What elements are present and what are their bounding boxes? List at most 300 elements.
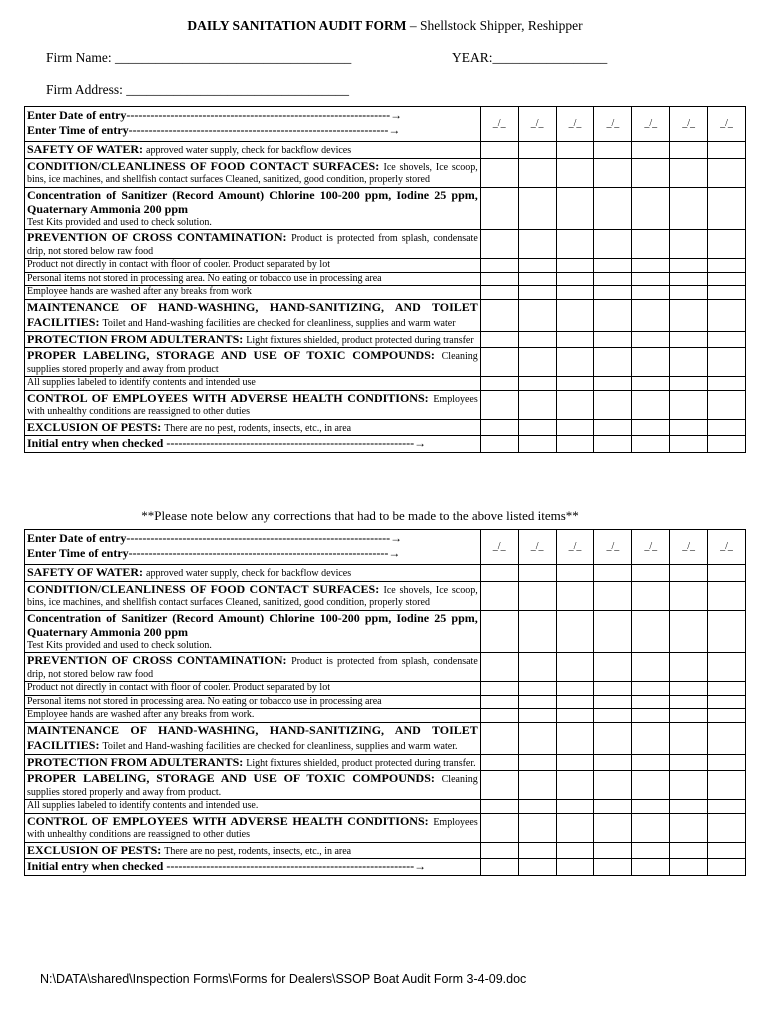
check-cell[interactable]	[708, 436, 746, 453]
check-cell[interactable]	[518, 754, 556, 771]
check-cell[interactable]	[632, 754, 670, 771]
check-cell[interactable]	[632, 800, 670, 814]
check-cell[interactable]	[518, 682, 556, 696]
check-cell[interactable]	[632, 842, 670, 859]
check-cell[interactable]	[556, 390, 594, 419]
check-cell[interactable]	[556, 187, 594, 230]
audit-item-row	[25, 800, 746, 814]
check-cell[interactable]	[594, 653, 632, 682]
check-cell[interactable]	[480, 842, 518, 859]
check-cell[interactable]	[632, 436, 670, 453]
check-cell[interactable]	[670, 230, 708, 259]
check-cell[interactable]	[518, 565, 556, 582]
audit-item-label	[25, 771, 481, 800]
audit-item-label	[25, 142, 481, 159]
date-slot-3[interactable]: _/_	[556, 107, 594, 142]
check-cell[interactable]	[670, 348, 708, 377]
check-cell[interactable]	[480, 771, 518, 800]
check-cell[interactable]	[594, 709, 632, 723]
check-cell[interactable]	[556, 158, 594, 187]
check-cell[interactable]	[480, 436, 518, 453]
check-cell[interactable]	[708, 771, 746, 800]
check-cell[interactable]	[708, 331, 746, 348]
check-cell[interactable]	[670, 565, 708, 582]
item-heading: CONTROL OF EMPLOYEES WITH ADVERSE HEALTH CONDITIONS:	[27, 390, 434, 405]
check-cell[interactable]	[556, 565, 594, 582]
check-cell[interactable]	[670, 299, 708, 331]
date-slot-5[interactable]: _/_	[632, 107, 670, 142]
check-cell[interactable]	[708, 653, 746, 682]
check-cell[interactable]	[594, 272, 632, 286]
audit-table-1	[24, 106, 746, 453]
item-heading: SAFETY OF WATER:	[27, 565, 147, 579]
check-cell[interactable]	[632, 709, 670, 723]
audit-item-row	[25, 859, 746, 876]
check-cell[interactable]	[708, 754, 746, 771]
item-detail: Employee hands are washed after any breaks from work.	[27, 709, 255, 720]
check-cell[interactable]	[708, 722, 746, 754]
check-cell[interactable]	[708, 610, 746, 653]
check-cell[interactable]	[594, 722, 632, 754]
check-cell[interactable]	[556, 754, 594, 771]
check-cell[interactable]	[480, 653, 518, 682]
form-title-subtitle: – Shellstock Shipper, Reshipper	[406, 18, 583, 33]
check-cell[interactable]	[518, 800, 556, 814]
check-cell[interactable]	[594, 419, 632, 436]
item-detail: There are no pest, rodents, insects, etc., in area	[164, 845, 352, 857]
item-heading: Concentration of Sanitizer (Record Amount) Chlorine 100-200 ppm, Iodine 25 ppm, Quaternary Ammonia 200 ppm	[27, 610, 478, 639]
item-heading: PROPER LABELING, STORAGE AND USE OF TOXIC COMPOUNDS:	[27, 348, 442, 362]
audit-item-row	[25, 158, 746, 187]
check-cell[interactable]	[632, 348, 670, 377]
check-cell[interactable]	[480, 187, 518, 230]
check-cell[interactable]	[518, 259, 556, 273]
check-cell[interactable]	[708, 259, 746, 273]
check-cell[interactable]	[708, 299, 746, 331]
check-cell[interactable]	[632, 377, 670, 391]
check-cell[interactable]	[480, 331, 518, 348]
audit-item-label	[25, 610, 481, 653]
check-cell[interactable]	[556, 695, 594, 709]
check-cell[interactable]	[594, 754, 632, 771]
form-title	[0, 18, 770, 34]
check-cell[interactable]	[480, 419, 518, 436]
check-cell[interactable]	[480, 259, 518, 273]
check-cell[interactable]	[480, 682, 518, 696]
date-slot-2[interactable]: _/_	[518, 107, 556, 142]
item-detail: Light fixtures shielded, product protected during transfer.	[246, 757, 476, 769]
audit-item-row	[25, 813, 746, 842]
check-cell[interactable]	[632, 419, 670, 436]
check-cell[interactable]	[708, 286, 746, 300]
audit-item-label	[25, 187, 481, 230]
check-cell[interactable]	[480, 390, 518, 419]
footer-file-path: N:\DATA\shared\Inspection Forms\Forms for Dealers\SSOP Boat Audit Form 3-4-09.doc	[40, 972, 527, 986]
check-cell[interactable]	[708, 682, 746, 696]
item-heading: PREVENTION OF CROSS CONTAMINATION:	[27, 230, 292, 244]
item-heading: PROTECTION FROM ADULTERANTS:	[27, 754, 247, 769]
check-cell[interactable]	[670, 419, 708, 436]
check-cell[interactable]	[594, 187, 632, 230]
check-cell[interactable]	[632, 859, 670, 876]
check-cell[interactable]	[556, 610, 594, 653]
check-cell[interactable]	[518, 419, 556, 436]
check-cell[interactable]	[556, 331, 594, 348]
check-cell[interactable]	[594, 331, 632, 348]
audit-item-label	[25, 581, 481, 610]
check-cell[interactable]	[480, 610, 518, 653]
check-cell[interactable]	[670, 187, 708, 230]
check-cell[interactable]	[670, 682, 708, 696]
check-cell[interactable]	[670, 722, 708, 754]
date-entry-row	[25, 107, 746, 142]
check-cell[interactable]	[594, 695, 632, 709]
check-cell[interactable]	[594, 565, 632, 582]
check-cell[interactable]	[670, 653, 708, 682]
check-cell[interactable]	[670, 709, 708, 723]
check-cell[interactable]	[594, 230, 632, 259]
check-cell[interactable]	[594, 800, 632, 814]
check-cell[interactable]	[556, 842, 594, 859]
check-cell[interactable]	[518, 771, 556, 800]
check-cell[interactable]	[670, 158, 708, 187]
audit-item-label	[25, 842, 481, 859]
check-cell[interactable]	[670, 142, 708, 159]
check-cell[interactable]	[556, 299, 594, 331]
check-cell[interactable]	[518, 286, 556, 300]
check-cell[interactable]	[518, 610, 556, 653]
check-cell[interactable]	[708, 142, 746, 159]
date-slot-4[interactable]: _/_	[594, 530, 632, 565]
date-slot-6[interactable]: _/_	[670, 530, 708, 565]
item-detail: Test Kits provided and used to check solution.	[27, 639, 212, 651]
check-cell[interactable]	[670, 842, 708, 859]
check-cell[interactable]	[556, 259, 594, 273]
check-cell[interactable]	[518, 581, 556, 610]
check-cell[interactable]	[518, 230, 556, 259]
check-cell[interactable]	[518, 142, 556, 159]
check-cell[interactable]	[594, 842, 632, 859]
check-cell[interactable]	[632, 331, 670, 348]
item-detail: approved water supply, check for backflow devices	[146, 568, 352, 579]
audit-item-label	[25, 259, 481, 273]
audit-item-row	[25, 299, 746, 331]
item-detail: Employees with unhealthy conditions are reassigned to other duties	[27, 816, 478, 840]
check-cell[interactable]	[556, 722, 594, 754]
item-detail: approved water supply, check for backflow devices	[146, 145, 352, 156]
check-cell[interactable]	[594, 813, 632, 842]
check-cell[interactable]	[518, 842, 556, 859]
check-cell[interactable]	[556, 348, 594, 377]
check-cell[interactable]	[556, 653, 594, 682]
check-cell[interactable]	[518, 813, 556, 842]
audit-item-label	[25, 813, 481, 842]
audit-item-label	[25, 377, 481, 391]
check-cell[interactable]	[670, 331, 708, 348]
date-slot-7[interactable]: _/_	[708, 107, 746, 142]
check-cell[interactable]	[518, 187, 556, 230]
check-cell[interactable]	[594, 158, 632, 187]
enter-date-label: Enter Date of entry------------------------------------------------------------------→	[27, 531, 403, 545]
check-cell[interactable]	[632, 722, 670, 754]
check-cell[interactable]	[708, 565, 746, 582]
check-cell[interactable]	[632, 142, 670, 159]
audit-item-row	[25, 419, 746, 436]
audit-item-label	[25, 348, 481, 377]
enter-time-label: Enter Time of entry-----------------------------------------------------------------→	[27, 122, 401, 137]
check-cell[interactable]	[480, 800, 518, 814]
check-cell[interactable]	[480, 158, 518, 187]
check-cell[interactable]	[708, 695, 746, 709]
check-cell[interactable]	[670, 800, 708, 814]
check-cell[interactable]	[632, 390, 670, 419]
check-cell[interactable]	[556, 377, 594, 391]
audit-item-row	[25, 722, 746, 754]
audit-item-row	[25, 286, 746, 300]
check-cell[interactable]	[594, 286, 632, 300]
check-cell[interactable]	[556, 771, 594, 800]
check-cell[interactable]	[556, 230, 594, 259]
check-cell[interactable]	[670, 771, 708, 800]
item-detail: Light fixtures shielded, product protected during transfer	[246, 334, 474, 346]
check-cell[interactable]	[556, 142, 594, 159]
audit-item-label	[25, 419, 481, 436]
check-cell[interactable]	[632, 230, 670, 259]
check-cell[interactable]	[632, 581, 670, 610]
audit-item-label	[25, 436, 481, 453]
check-cell[interactable]	[670, 390, 708, 419]
check-cell[interactable]	[670, 581, 708, 610]
audit-item-row	[25, 377, 746, 391]
check-cell[interactable]	[518, 158, 556, 187]
audit-item-label	[25, 331, 481, 348]
date-slot-5[interactable]: _/_	[632, 530, 670, 565]
check-cell[interactable]	[670, 272, 708, 286]
check-cell[interactable]	[708, 390, 746, 419]
check-cell[interactable]	[594, 682, 632, 696]
check-cell[interactable]	[708, 158, 746, 187]
item-detail: Personal items not stored in processing area. No eating or tobacco use in processing area	[27, 695, 382, 707]
item-heading: Concentration of Sanitizer (Record Amount) Chlorine 100-200 ppm, Iodine 25 ppm, Quaternary Ammonia 200 ppm	[27, 187, 478, 216]
audit-item-label	[25, 653, 481, 682]
check-cell[interactable]	[518, 377, 556, 391]
check-cell[interactable]	[670, 286, 708, 300]
check-cell[interactable]	[556, 581, 594, 610]
item-heading: PROPER LABELING, STORAGE AND USE OF TOXIC COMPOUNDS:	[27, 771, 442, 785]
audit-item-row	[25, 331, 746, 348]
audit-item-label	[25, 158, 481, 187]
check-cell[interactable]	[480, 565, 518, 582]
check-cell[interactable]	[594, 377, 632, 391]
date-slot-6[interactable]: _/_	[670, 107, 708, 142]
check-cell[interactable]	[518, 348, 556, 377]
check-cell[interactable]	[632, 259, 670, 273]
check-cell[interactable]	[632, 610, 670, 653]
item-detail: Product is protected from splash, condensate drip, not stored below raw food	[27, 233, 478, 257]
check-cell[interactable]	[632, 565, 670, 582]
check-cell[interactable]	[708, 272, 746, 286]
item-heading: PREVENTION OF CROSS CONTAMINATION:	[27, 653, 292, 667]
check-cell[interactable]	[670, 610, 708, 653]
check-cell[interactable]	[480, 754, 518, 771]
check-cell[interactable]	[632, 272, 670, 286]
check-cell[interactable]	[480, 859, 518, 876]
check-cell[interactable]	[632, 771, 670, 800]
year-field[interactable]: YEAR:_________________	[452, 50, 608, 65]
audit-item-row	[25, 653, 746, 682]
item-detail: Toilet and Hand-washing facilities are checked for cleanliness, supplies and warm water	[102, 318, 456, 329]
date-slot-1[interactable]: _/_	[480, 530, 518, 565]
check-cell[interactable]	[594, 390, 632, 419]
firm-name-field[interactable]: Firm Name: ___________________________________	[46, 50, 352, 65]
check-cell[interactable]	[670, 754, 708, 771]
check-cell[interactable]	[594, 610, 632, 653]
audit-table-2	[24, 529, 746, 876]
audit-item-label	[25, 722, 481, 754]
check-cell[interactable]	[518, 299, 556, 331]
check-cell[interactable]	[708, 800, 746, 814]
check-cell[interactable]	[518, 436, 556, 453]
audit-item-row	[25, 581, 746, 610]
check-cell[interactable]	[518, 272, 556, 286]
check-cell[interactable]	[556, 436, 594, 453]
check-cell[interactable]	[518, 709, 556, 723]
check-cell[interactable]	[556, 859, 594, 876]
audit-item-row	[25, 754, 746, 771]
audit-item-row	[25, 187, 746, 230]
date-slot-4[interactable]: _/_	[594, 107, 632, 142]
date-entry-row	[25, 530, 746, 565]
check-cell[interactable]	[518, 695, 556, 709]
item-heading: Initial entry when checked --------------------------------------------------------------→	[27, 859, 427, 873]
date-time-label	[25, 107, 481, 142]
check-cell[interactable]	[670, 813, 708, 842]
item-detail: Personal items not stored in processing area. No eating or tobacco use in processing area	[27, 272, 382, 284]
form-title-bold: DAILY SANITATION AUDIT FORM	[187, 18, 407, 33]
audit-item-row	[25, 348, 746, 377]
date-slot-1[interactable]: _/_	[480, 107, 518, 142]
check-cell[interactable]	[594, 348, 632, 377]
check-cell[interactable]	[708, 230, 746, 259]
audit-item-row	[25, 610, 746, 653]
audit-item-row	[25, 565, 746, 582]
check-cell[interactable]	[670, 259, 708, 273]
check-cell[interactable]	[594, 259, 632, 273]
check-cell[interactable]	[518, 653, 556, 682]
check-cell[interactable]	[708, 419, 746, 436]
corrections-note: **Please note below any corrections that had to be made to the above listed items**	[141, 508, 579, 523]
check-cell[interactable]	[480, 348, 518, 377]
check-cell[interactable]	[708, 813, 746, 842]
audit-item-row	[25, 771, 746, 800]
check-cell[interactable]	[480, 813, 518, 842]
check-cell[interactable]	[708, 348, 746, 377]
audit-item-row	[25, 272, 746, 286]
check-cell[interactable]	[480, 377, 518, 391]
item-detail: Product not directly in contact with floor of cooler. Product separated by lot	[27, 682, 330, 693]
check-cell[interactable]	[556, 272, 594, 286]
check-cell[interactable]	[480, 709, 518, 723]
audit-item-label	[25, 709, 481, 723]
check-cell[interactable]	[480, 722, 518, 754]
check-cell[interactable]	[708, 187, 746, 230]
check-cell[interactable]	[670, 377, 708, 391]
check-cell[interactable]	[670, 695, 708, 709]
item-heading: EXCLUSION OF PESTS:	[27, 842, 165, 857]
check-cell[interactable]	[708, 859, 746, 876]
check-cell[interactable]	[480, 286, 518, 300]
check-cell[interactable]	[708, 709, 746, 723]
item-heading: PROTECTION FROM ADULTERANTS:	[27, 331, 247, 346]
check-cell[interactable]	[632, 158, 670, 187]
audit-item-row	[25, 390, 746, 419]
check-cell[interactable]	[480, 299, 518, 331]
item-detail: Product is protected from splash, condensate drip, not stored below raw food	[27, 656, 478, 680]
check-cell[interactable]	[632, 813, 670, 842]
check-cell[interactable]	[708, 377, 746, 391]
firm-address-field[interactable]: Firm Address: _________________________________	[46, 82, 350, 97]
check-cell[interactable]	[594, 436, 632, 453]
check-cell[interactable]	[594, 771, 632, 800]
check-cell[interactable]	[556, 419, 594, 436]
check-cell[interactable]	[670, 859, 708, 876]
check-cell[interactable]	[632, 695, 670, 709]
check-cell[interactable]	[632, 299, 670, 331]
item-detail: All supplies labeled to identify contents and intended use	[27, 377, 256, 388]
check-cell[interactable]	[708, 842, 746, 859]
check-cell[interactable]	[594, 142, 632, 159]
check-cell[interactable]	[632, 653, 670, 682]
audit-item-row	[25, 436, 746, 453]
check-cell[interactable]	[556, 682, 594, 696]
audit-item-label	[25, 565, 481, 582]
check-cell[interactable]	[518, 722, 556, 754]
check-cell[interactable]	[594, 299, 632, 331]
check-cell[interactable]	[480, 230, 518, 259]
check-cell[interactable]	[518, 390, 556, 419]
check-cell[interactable]	[632, 286, 670, 300]
item-detail: Product not directly in contact with floor of cooler. Product separated by lot	[27, 259, 330, 270]
item-heading: MAINTENANCE OF HAND-WASHING, HAND-SANITIZING, AND TOILET FACILITIES:	[27, 299, 478, 329]
item-detail: Ice shovels, Ice scoop, bins, ice machines, and shellfish contact surfaces Cleaned, sanitized, good condition, properly stored	[27, 161, 478, 185]
check-cell[interactable]	[594, 581, 632, 610]
date-slot-3[interactable]: _/_	[556, 530, 594, 565]
check-cell[interactable]	[556, 709, 594, 723]
check-cell[interactable]	[480, 581, 518, 610]
check-cell[interactable]	[556, 813, 594, 842]
check-cell[interactable]	[670, 436, 708, 453]
check-cell[interactable]	[480, 142, 518, 159]
date-slot-2[interactable]: _/_	[518, 530, 556, 565]
check-cell[interactable]	[556, 286, 594, 300]
audit-item-label	[25, 859, 481, 876]
check-cell[interactable]	[480, 695, 518, 709]
audit-item-row	[25, 682, 746, 696]
check-cell[interactable]	[632, 187, 670, 230]
check-cell[interactable]	[594, 859, 632, 876]
audit-item-row	[25, 709, 746, 723]
item-detail: Cleaning supplies stored properly and away from product.	[27, 774, 478, 798]
check-cell[interactable]	[480, 272, 518, 286]
item-detail: All supplies labeled to identify contents and intended use.	[27, 800, 259, 811]
check-cell[interactable]	[518, 331, 556, 348]
item-heading: MAINTENANCE OF HAND-WASHING, HAND-SANITIZING, AND TOILET FACILITIES:	[27, 722, 478, 752]
date-slot-7[interactable]: _/_	[708, 530, 746, 565]
check-cell[interactable]	[518, 859, 556, 876]
check-cell[interactable]	[632, 682, 670, 696]
check-cell[interactable]	[708, 581, 746, 610]
check-cell[interactable]	[556, 800, 594, 814]
